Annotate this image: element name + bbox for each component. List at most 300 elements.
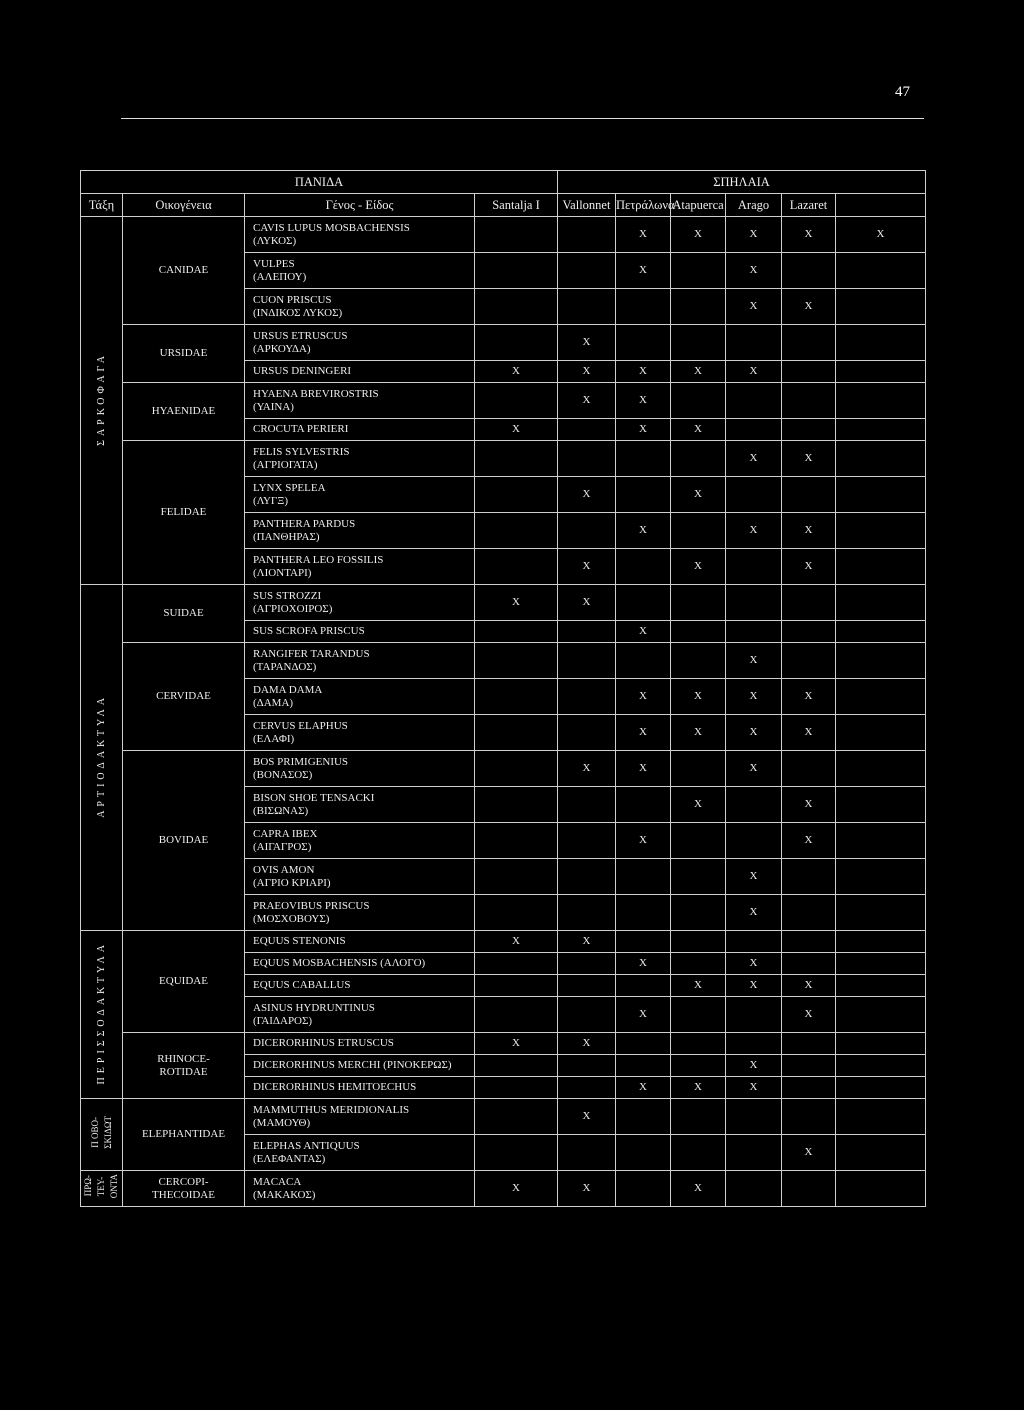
table-row [81, 383, 926, 419]
site-mark-cell [475, 253, 558, 289]
site-mark-cell [671, 289, 726, 325]
site-mark-cell [726, 217, 782, 253]
site-mark-cell [558, 441, 616, 477]
presence-mark: X [639, 690, 647, 702]
site-mark-cell [616, 419, 671, 441]
presence-mark: X [639, 524, 647, 536]
site-mark-cell [782, 975, 836, 997]
site-mark-cell [671, 679, 726, 715]
family-cell: BOVIDAE [123, 751, 245, 931]
species-name: DICERORHINUS HEMITOECHUS [253, 1081, 417, 1093]
presence-mark: X [749, 1081, 758, 1093]
site-mark-cell [671, 997, 726, 1033]
presence-mark: X [639, 423, 647, 435]
species-name: EQUUS STENONIS [253, 935, 346, 947]
site-mark-cell [558, 643, 616, 679]
group-fauna-heading: ΠΑΝΙΔΑ [81, 171, 558, 194]
species-common-name: (ΒΙΣΩΝΑΣ) [253, 804, 309, 817]
presence-mark: X [694, 690, 702, 702]
site-mark-cell [726, 1055, 782, 1077]
site-mark-cell [836, 895, 926, 931]
species-common-name: (ΛΥΓΞ) [253, 494, 289, 507]
presence-mark: X [512, 596, 520, 608]
group-caves-heading: ΣΠΗΛΑΙΑ [558, 171, 926, 194]
site-mark-cell [616, 751, 671, 787]
site-mark-cell [671, 361, 726, 383]
species-name: BISON SHOE TENSACKI [253, 791, 375, 804]
site-mark-cell [616, 975, 671, 997]
site-mark-cell [671, 1077, 726, 1099]
presence-mark: X [804, 798, 813, 810]
site-mark-cell [726, 441, 782, 477]
header-column-row [81, 194, 926, 217]
species-name: MAMMUTHUS MERIDIONALIS [253, 1103, 410, 1116]
presence-mark: X [804, 228, 813, 240]
site-mark-cell [558, 477, 616, 513]
table-row [81, 643, 926, 679]
site-mark-cell [726, 1077, 782, 1099]
site-mark-cell [836, 1099, 926, 1135]
site-mark-cell [475, 419, 558, 441]
family-cell: CERCOPI- THECOIDAE [123, 1171, 245, 1207]
species-name: CAVIS LUPUS MOSBACHENSIS [253, 221, 410, 234]
site-mark-cell [475, 621, 558, 643]
species-name: CUON PRISCUS [253, 293, 332, 306]
presence-mark: X [512, 365, 520, 377]
species-cell [245, 1077, 475, 1099]
site-mark-cell [558, 859, 616, 895]
header-group-row [81, 171, 926, 194]
species-common-name: (ΓΑΙΔΑΡΟΣ) [253, 1014, 313, 1027]
site-mark-cell [726, 643, 782, 679]
site-mark-cell [616, 679, 671, 715]
fauna-table [80, 170, 926, 1207]
species-cell [245, 997, 475, 1033]
site-mark-cell [782, 1135, 836, 1171]
site-mark-cell [726, 895, 782, 931]
col-site-heading: Πετράλωνα [616, 194, 671, 217]
species-cell [245, 289, 475, 325]
site-mark-cell [726, 361, 782, 383]
site-mark-cell [782, 787, 836, 823]
table-row [81, 441, 926, 477]
site-mark-cell [726, 975, 782, 997]
species-name: ELEPHAS ANTIQUUS [253, 1139, 360, 1152]
site-mark-cell [475, 549, 558, 585]
order-label: ΑΡΤΙΟΔΑΚΤΥΛΑ [96, 693, 107, 818]
site-mark-cell [616, 217, 671, 253]
table-row [81, 1171, 926, 1207]
site-mark-cell [671, 823, 726, 859]
presence-mark: X [749, 300, 758, 312]
site-mark-cell [782, 441, 836, 477]
col-order-heading: Τάξη [81, 194, 123, 217]
site-mark-cell [616, 621, 671, 643]
species-name: FELIS SYLVESTRIS [253, 445, 350, 458]
site-mark-cell [616, 1171, 671, 1207]
presence-mark: X [694, 979, 702, 991]
presence-mark: X [749, 690, 758, 702]
site-mark-cell [671, 895, 726, 931]
site-mark-cell [616, 477, 671, 513]
site-mark-cell [836, 997, 926, 1033]
site-mark-cell [782, 823, 836, 859]
site-mark-cell [475, 1135, 558, 1171]
species-common-name: (ΑΓΡΙΟΧΟΙΡΟΣ) [253, 602, 333, 615]
site-mark-cell [836, 975, 926, 997]
site-mark-cell [836, 1033, 926, 1055]
site-mark-cell [836, 859, 926, 895]
species-name: VULPES [253, 257, 295, 270]
site-mark-cell [671, 477, 726, 513]
site-mark-cell [475, 997, 558, 1033]
family-cell: RHINOCE- ROTIDAE [123, 1033, 245, 1099]
site-mark-cell [616, 289, 671, 325]
site-mark-cell [616, 823, 671, 859]
site-mark-cell [836, 383, 926, 419]
site-mark-cell [782, 715, 836, 751]
presence-mark: X [749, 762, 758, 774]
species-name: URSUS DENINGERI [253, 365, 352, 377]
presence-mark: X [582, 365, 591, 377]
species-cell [245, 419, 475, 441]
presence-mark: X [749, 906, 758, 918]
col-site-heading: Atapuerca [671, 194, 726, 217]
site-mark-cell [726, 1171, 782, 1207]
species-cell [245, 931, 475, 953]
species-name: ASINUS HYDRUNTINUS [253, 1001, 375, 1014]
site-mark-cell [726, 823, 782, 859]
species-common-name: (ΑΓΡΙΟΓΑΤΑ) [253, 458, 318, 471]
family-cell: URSIDAE [123, 325, 245, 383]
site-mark-cell [671, 441, 726, 477]
site-mark-cell [671, 1135, 726, 1171]
site-mark-cell [671, 1055, 726, 1077]
site-mark-cell [671, 585, 726, 621]
site-mark-cell [475, 895, 558, 931]
site-mark-cell [782, 217, 836, 253]
species-cell [245, 217, 475, 253]
presence-mark: X [804, 452, 813, 464]
site-mark-cell [836, 787, 926, 823]
site-mark-cell [475, 679, 558, 715]
col-site-heading: Arago [726, 194, 782, 217]
species-common-name: (ΑΛΕΠΟΥ) [253, 270, 307, 283]
presence-mark: X [639, 726, 647, 738]
species-common-name: (ΔΑΜΑ) [253, 696, 294, 709]
presence-mark: X [639, 1008, 647, 1020]
table-row [81, 1033, 926, 1055]
site-mark-cell [671, 419, 726, 441]
site-mark-cell [836, 931, 926, 953]
site-mark-cell [671, 643, 726, 679]
family-cell: EQUIDAE [123, 931, 245, 1033]
page-number: 47 [895, 84, 910, 100]
site-mark-cell [726, 513, 782, 549]
family-cell: ELEPHANTIDAE [123, 1099, 245, 1171]
species-name: PANTHERA PARDUS [253, 517, 356, 530]
presence-mark: X [582, 560, 591, 572]
species-cell [245, 253, 475, 289]
species-common-name: (ΜΟΣΧΟΒΟΥΣ) [253, 912, 330, 925]
species-common-name: (ΜΑΚΑΚΟΣ) [253, 1188, 316, 1201]
site-mark-cell [671, 621, 726, 643]
presence-mark: X [582, 336, 591, 348]
site-mark-cell [782, 895, 836, 931]
site-mark-cell [836, 1171, 926, 1207]
table-row [81, 751, 926, 787]
site-mark-cell [671, 931, 726, 953]
site-mark-cell [475, 751, 558, 787]
species-cell [245, 1099, 475, 1135]
site-mark-cell [616, 441, 671, 477]
presence-mark: X [512, 1037, 520, 1049]
presence-mark: X [694, 726, 702, 738]
site-mark-cell [616, 643, 671, 679]
order-cell [81, 585, 123, 931]
presence-mark: X [749, 365, 758, 377]
site-mark-cell [836, 1055, 926, 1077]
order-cell [81, 217, 123, 585]
site-mark-cell [475, 953, 558, 975]
site-mark-cell [726, 679, 782, 715]
site-mark-cell [836, 419, 926, 441]
site-mark-cell [726, 383, 782, 419]
col-spacer [836, 194, 926, 217]
species-cell [245, 975, 475, 997]
presence-mark: X [639, 625, 647, 637]
species-name: PANTHERA LEO FOSSILIS [253, 553, 384, 566]
species-common-name: (ΜΑΜΟΥΘ) [253, 1116, 311, 1129]
site-mark-cell [558, 383, 616, 419]
site-mark-cell [558, 1099, 616, 1135]
site-mark-cell [558, 787, 616, 823]
site-mark-cell [475, 477, 558, 513]
species-common-name: (ΛΙΟΝΤΑΡΙ) [253, 566, 312, 579]
presence-mark: X [512, 423, 520, 435]
order-cell [81, 931, 123, 1099]
species-name: URSUS ETRUSCUS [253, 329, 348, 342]
presence-mark: X [749, 228, 758, 240]
col-site-heading: Lazaret [782, 194, 836, 217]
presence-mark: X [694, 1081, 702, 1093]
site-mark-cell [475, 643, 558, 679]
site-mark-cell [558, 621, 616, 643]
col-family-heading: Οικογένεια [123, 194, 245, 217]
site-mark-cell [616, 1033, 671, 1055]
site-mark-cell [616, 253, 671, 289]
presence-mark: X [749, 870, 758, 882]
site-mark-cell [558, 1077, 616, 1099]
presence-mark: X [639, 264, 647, 276]
presence-mark: X [639, 834, 647, 846]
species-cell [245, 477, 475, 513]
presence-mark: X [639, 957, 647, 969]
site-mark-cell [726, 931, 782, 953]
species-cell [245, 621, 475, 643]
site-mark-cell [671, 513, 726, 549]
presence-mark: X [749, 979, 758, 991]
species-name: CAPRA IBEX [253, 827, 318, 840]
presence-mark: X [582, 935, 591, 947]
site-mark-cell [616, 325, 671, 361]
species-cell [245, 823, 475, 859]
species-cell [245, 1135, 475, 1171]
site-mark-cell [782, 1055, 836, 1077]
site-mark-cell [558, 549, 616, 585]
site-mark-cell [475, 383, 558, 419]
site-mark-cell [836, 751, 926, 787]
presence-mark: X [749, 957, 758, 969]
site-mark-cell [475, 513, 558, 549]
presence-mark: X [804, 726, 813, 738]
order-cell [81, 1099, 123, 1171]
site-mark-cell [558, 895, 616, 931]
site-mark-cell [475, 325, 558, 361]
site-mark-cell [726, 585, 782, 621]
site-mark-cell [616, 513, 671, 549]
site-mark-cell [836, 549, 926, 585]
site-mark-cell [726, 751, 782, 787]
site-mark-cell [782, 621, 836, 643]
site-mark-cell [782, 361, 836, 383]
species-name: EQUUS MOSBACHENSIS (ΑΛΟΓΟ) [253, 957, 426, 969]
presence-mark: X [876, 228, 885, 240]
site-mark-cell [475, 823, 558, 859]
species-cell [245, 1033, 475, 1055]
species-cell [245, 383, 475, 419]
site-mark-cell [558, 1033, 616, 1055]
species-name: HYAENA BREVIROSTRIS [253, 387, 379, 400]
site-mark-cell [558, 1171, 616, 1207]
site-mark-cell [671, 787, 726, 823]
site-mark-cell [616, 361, 671, 383]
presence-mark: X [694, 423, 702, 435]
order-label: ΠΡΩ- ΤΕΥ- ΟΝΤΑ [83, 1174, 119, 1199]
site-mark-cell [475, 1171, 558, 1207]
site-mark-cell [558, 1135, 616, 1171]
site-mark-cell [836, 1135, 926, 1171]
presence-mark: X [804, 690, 813, 702]
species-cell [245, 953, 475, 975]
site-mark-cell [782, 679, 836, 715]
presence-mark: X [512, 1182, 520, 1194]
site-mark-cell [671, 715, 726, 751]
site-mark-cell [726, 1099, 782, 1135]
species-cell [245, 859, 475, 895]
species-name: LYNX SPELEA [253, 481, 326, 494]
site-mark-cell [836, 513, 926, 549]
site-mark-cell [558, 823, 616, 859]
site-mark-cell [836, 477, 926, 513]
presence-mark: X [582, 1110, 591, 1122]
site-mark-cell [558, 419, 616, 441]
site-mark-cell [782, 859, 836, 895]
site-mark-cell [726, 253, 782, 289]
species-name: BOS PRIMIGENIUS [253, 755, 349, 768]
site-mark-cell [671, 549, 726, 585]
site-mark-cell [558, 289, 616, 325]
order-label: ΣΑΡΚΟΦΑΓΑ [96, 351, 107, 446]
species-name: SUS STROZZI [253, 589, 322, 602]
site-mark-cell [836, 621, 926, 643]
site-mark-cell [726, 621, 782, 643]
site-mark-cell [782, 549, 836, 585]
presence-mark: X [749, 524, 758, 536]
presence-mark: X [639, 365, 647, 377]
site-mark-cell [836, 325, 926, 361]
species-common-name: (ΕΛΕΦΑΝΤΑΣ) [253, 1152, 326, 1165]
family-cell: CERVIDAE [123, 643, 245, 751]
site-mark-cell [836, 643, 926, 679]
site-mark-cell [726, 859, 782, 895]
site-mark-cell [616, 953, 671, 975]
species-cell [245, 1055, 475, 1077]
species-common-name: (ΙΝΔΙΚΟΣ ΛΥΚΟΣ) [253, 306, 343, 319]
site-mark-cell [671, 953, 726, 975]
site-mark-cell [782, 1033, 836, 1055]
presence-mark: X [639, 228, 647, 240]
site-mark-cell [616, 1055, 671, 1077]
species-name: RANGIFER TARANDUS [253, 647, 370, 660]
site-mark-cell [782, 997, 836, 1033]
family-cell: HYAENIDAE [123, 383, 245, 441]
col-site-heading: Vallonnet [558, 194, 616, 217]
presence-mark: X [804, 300, 813, 312]
site-mark-cell [475, 715, 558, 751]
site-mark-cell [475, 585, 558, 621]
species-name: OVIS AMON [253, 863, 315, 876]
site-mark-cell [616, 585, 671, 621]
species-common-name: (ΠΑΝΘΗΡΑΣ) [253, 530, 320, 543]
presence-mark: X [512, 935, 520, 947]
site-mark-cell [726, 715, 782, 751]
site-mark-cell [836, 361, 926, 383]
site-mark-cell [782, 953, 836, 975]
site-mark-cell [726, 477, 782, 513]
presence-mark: X [804, 1146, 813, 1158]
col-species-heading: Γένος - Είδος [245, 194, 475, 217]
presence-mark: X [582, 1037, 591, 1049]
site-mark-cell [836, 1077, 926, 1099]
presence-mark: X [694, 798, 702, 810]
site-mark-cell [836, 253, 926, 289]
species-name: DICERORHINUS MERCHI (ΡΙΝΟΚΕΡΩΣ) [253, 1059, 452, 1071]
species-cell [245, 679, 475, 715]
species-name: MACACA [253, 1175, 302, 1188]
site-mark-cell [782, 931, 836, 953]
site-mark-cell [558, 253, 616, 289]
site-mark-cell [475, 1077, 558, 1099]
presence-mark: X [804, 524, 813, 536]
order-label: Π ΟΒΟ- ΣΚΙΔΩΤ [89, 1116, 113, 1149]
species-name: EQUUS CABALLUS [253, 979, 351, 991]
site-mark-cell [558, 1055, 616, 1077]
site-mark-cell [782, 477, 836, 513]
site-mark-cell [782, 325, 836, 361]
species-name: SUS SCROFA PRISCUS [253, 625, 365, 637]
presence-mark: X [694, 228, 702, 240]
site-mark-cell [726, 787, 782, 823]
species-name: CERVUS ELAPHUS [253, 719, 348, 732]
presence-mark: X [749, 1059, 758, 1071]
presence-mark: X [749, 452, 758, 464]
site-mark-cell [671, 859, 726, 895]
site-mark-cell [836, 823, 926, 859]
site-mark-cell [671, 217, 726, 253]
species-cell [245, 325, 475, 361]
table-row [81, 585, 926, 621]
